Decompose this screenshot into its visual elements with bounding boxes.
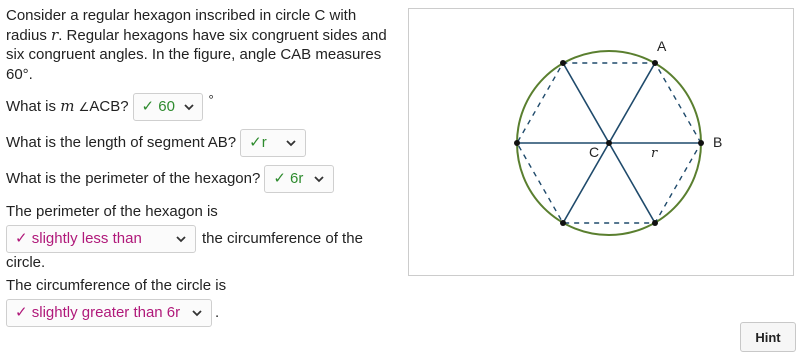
- statement-text: The perimeter of the hexagon is: [6, 203, 218, 220]
- chevron-down-icon: [313, 173, 325, 185]
- radius-lower-left: [563, 143, 609, 223]
- hexagon-figure: [408, 8, 794, 276]
- chevron-down-icon: [191, 307, 203, 319]
- statement-text-after: .: [215, 303, 220, 321]
- question-text-end: ACB?: [89, 97, 129, 115]
- center-point: [606, 140, 612, 146]
- figure-canvas: [409, 9, 793, 275]
- statement-line: [6, 299, 400, 327]
- question-label: What is the length of segment AB?: [6, 134, 237, 152]
- question-text: What is: [6, 97, 61, 115]
- statement-circumference-comparison: [6, 276, 400, 327]
- question-segment-ab: [6, 126, 400, 160]
- statement-text-after: the circumference of the: [202, 229, 363, 247]
- question-angle-acb: [6, 90, 400, 124]
- label-b: B: [713, 134, 723, 150]
- degree-symbol: °: [208, 92, 214, 108]
- dropdown-selected-value: ✓ 60: [141, 98, 175, 116]
- statement-continuation: circle.: [6, 253, 46, 271]
- circumference-comparison-dropdown[interactable]: [6, 299, 212, 327]
- dropdown-selected-value: ✓ slightly less than: [15, 229, 142, 247]
- angle-acb-dropdown[interactable]: [133, 93, 203, 121]
- chevron-down-icon: [183, 101, 195, 113]
- statement-line: [6, 225, 400, 253]
- question-perimeter: [6, 162, 400, 196]
- measure-symbol: m: [60, 96, 75, 115]
- vertex-a: [652, 60, 658, 66]
- vertex-lower-left: [560, 220, 566, 226]
- intro-text-2: . Regular hexagons have six congruent sides and six congruent angles. In the figure, angle CAB measures 60°.: [6, 26, 387, 83]
- radius-variable: r: [51, 25, 59, 44]
- vertex-lower-right: [652, 220, 658, 226]
- dropdown-selected-value: ✓ 6r: [273, 170, 304, 188]
- question-label: What is the perimeter of the hexagon?: [6, 170, 261, 188]
- vertex-left: [514, 140, 520, 146]
- label-a: A: [657, 38, 667, 54]
- statement-text: The circumference of the circle is: [6, 277, 227, 294]
- intro-text-1: Consider a regular hexagon inscribed in circle C with radius: [6, 7, 357, 44]
- question-panel: [6, 6, 400, 327]
- question-label: [6, 97, 129, 118]
- hint-button[interactable]: Hint: [740, 322, 796, 352]
- dropdown-selected-value: ✓r: [249, 134, 267, 152]
- radius-ca: [609, 63, 655, 143]
- problem-intro: [6, 6, 400, 84]
- label-r: r: [651, 146, 658, 161]
- angle-symbol: ∠: [78, 99, 90, 114]
- segment-ab-dropdown[interactable]: [240, 129, 306, 157]
- dropdown-selected-value: ✓ slightly greater than 6r: [15, 303, 181, 321]
- vertex-upper-left: [560, 60, 566, 66]
- statement-perimeter-comparison: [6, 202, 400, 272]
- chevron-down-icon: [285, 137, 297, 149]
- label-c: C: [589, 144, 600, 160]
- vertex-b: [698, 140, 704, 146]
- chevron-down-icon: [175, 233, 187, 245]
- perimeter-comparison-dropdown[interactable]: [6, 225, 196, 253]
- perimeter-dropdown[interactable]: [264, 165, 334, 193]
